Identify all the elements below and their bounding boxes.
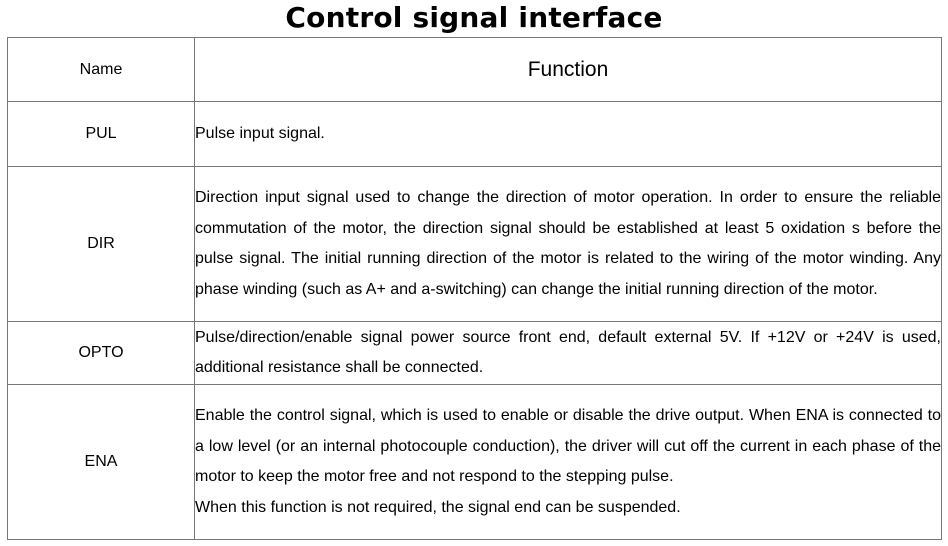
function-text-note: When this function is not required, the signal end can be suspended. — [195, 498, 681, 516]
signal-name-cell: DIR — [8, 167, 195, 322]
table-row — [8, 167, 942, 322]
function-text: Direction input signal used to change the direction of motor operation. In order to ensure the reliable commutation of the motor, the direction signal should be established at least 5 oxidation s before the pulse signal. The initial running direction of the motor is related to the wiring of the motor winding. Any phase winding (such as A+ and a-switching) can change the initial running direction of the motor. — [195, 189, 941, 298]
table-row — [8, 322, 942, 385]
function-text: Enable the control signal, which is used to enable or disable the drive output. When ENA is connected to a low level (or an internal photocouple conduction), the driver will cut off the current in each phase of the motor to keep the motor free and not respond to the stepping pulse. — [195, 407, 941, 485]
page-title: Control signal interface — [285, 1, 663, 34]
signal-function-cell — [195, 167, 942, 322]
table-header-row — [8, 38, 942, 102]
function-text: Pulse input signal. — [195, 124, 325, 142]
signal-function-cell — [195, 385, 942, 540]
signal-name-cell: OPTO — [8, 322, 195, 385]
signal-name-cell: ENA — [8, 385, 195, 540]
signal-function-cell — [195, 102, 942, 167]
signal-name-cell: PUL — [8, 102, 195, 167]
control-signal-table — [7, 37, 942, 540]
column-header-name: Name — [8, 38, 195, 102]
table-row — [8, 385, 942, 540]
column-header-function: Function — [195, 38, 942, 102]
table-row — [8, 102, 942, 167]
signal-function-cell — [195, 322, 942, 385]
function-text: Pulse/direction/enable signal power source front end, default external 5V. If +12V or +24V is used, additional resistance shall be connected. — [195, 328, 941, 376]
